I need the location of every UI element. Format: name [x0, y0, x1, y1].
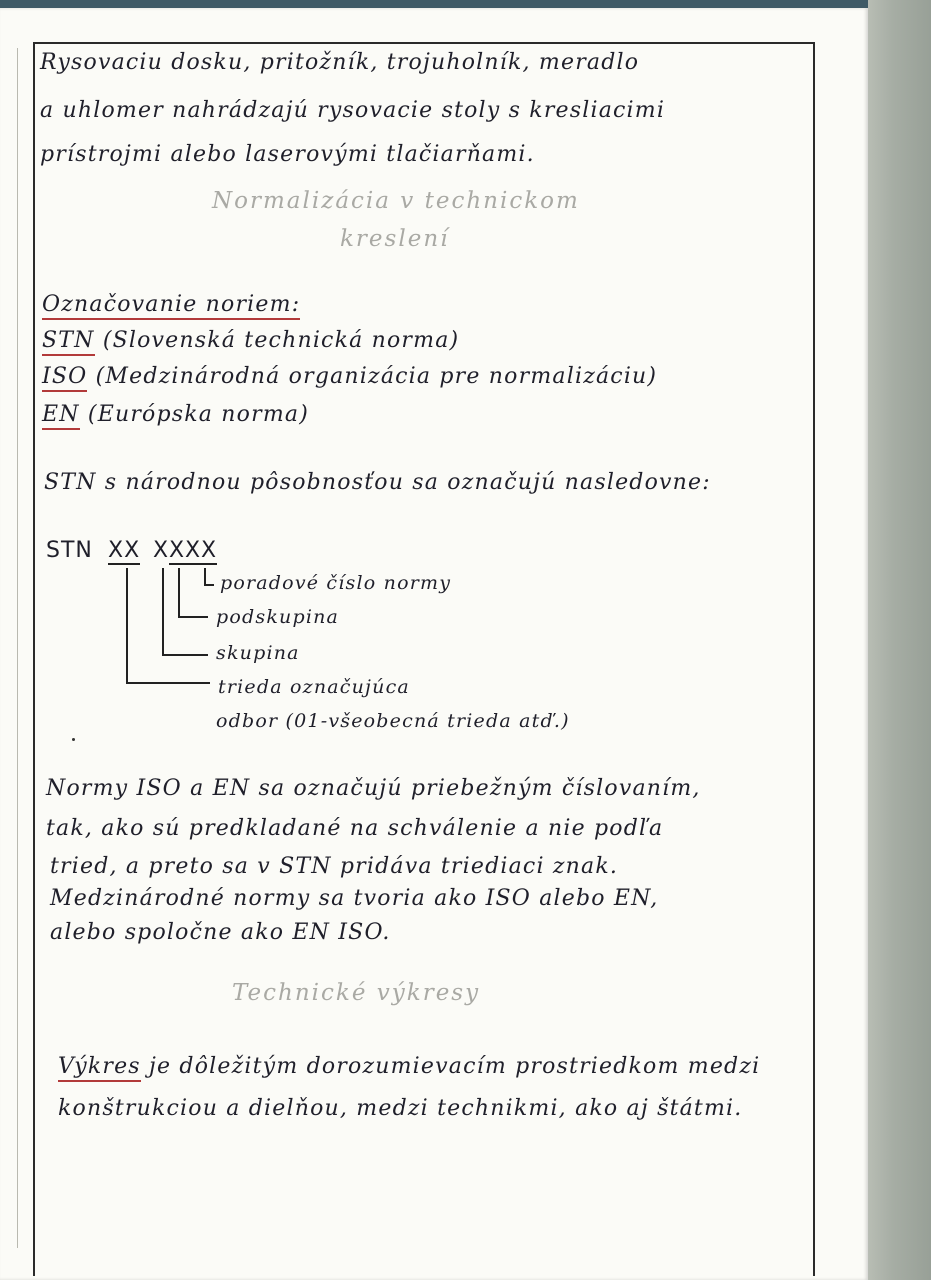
section-heading-drawings: Technické výkresy: [232, 980, 481, 1006]
code-group-class: XX: [108, 538, 141, 563]
tree-line-group-vertical: [162, 568, 164, 656]
tree-line-class-vertical: [126, 568, 128, 684]
stn-intro-line: STN s národnou pôsobnosťou sa označujú nasledovne:: [44, 470, 711, 495]
norm-item-en: [42, 402, 309, 427]
norm-item-stn: [42, 328, 459, 353]
intro-line-1: Rysovaciu dosku, pritožník, trojuholník, meradlo: [40, 50, 640, 75]
section-heading-normalization-2: kreslení: [340, 226, 450, 252]
iso-en-line-4: Medzinárodné normy sa tvoria ako ISO alebo EN,: [50, 886, 659, 911]
drawing-keyword: Výkres: [58, 1054, 141, 1082]
norm-abbr-stn: STN: [42, 328, 95, 356]
norm-text-stn: (Slovenská technická norma): [102, 328, 460, 353]
intro-line-2: a uhlomer nahrádzajú rysovacie stoly s kresliacimi: [40, 98, 666, 123]
tree-line-subgroup-horizontal: [178, 616, 208, 618]
drawing-line-2: konštrukciou a dielňou, medzi technikmi, ako aj štátmi.: [58, 1096, 743, 1121]
ink-speck: [72, 738, 75, 741]
section-heading-normalization: Normalizácia v technickom: [212, 188, 580, 214]
norm-text-en: (Európska norma): [87, 402, 309, 427]
tree-line-serial-horizontal: [204, 584, 214, 586]
code-prefix: STN: [46, 538, 93, 563]
code-digit-serial-2: X: [201, 538, 218, 563]
notebook-page: [0, 8, 868, 1280]
drawing-line-1: [58, 1054, 760, 1079]
label-group: skupina: [216, 642, 300, 664]
iso-en-line-1: Normy ISO a EN sa označujú priebežným číslovaním,: [46, 776, 701, 801]
norms-title: Označovanie noriem:: [42, 292, 300, 320]
tree-line-class-horizontal: [126, 682, 210, 684]
drawing-line-1-rest: je dôležitým dorozumievacím prostriedkom medzi: [149, 1054, 761, 1079]
code-digit-serial-1: X: [185, 538, 202, 563]
label-serial-number: poradové číslo normy: [220, 572, 452, 594]
iso-en-line-5: alebo spoločne ako EN ISO.: [50, 920, 391, 945]
code-digit-subgroup: X: [169, 538, 186, 563]
label-class-1: trieda označujúca: [218, 676, 410, 698]
norm-abbr-en: EN: [42, 402, 80, 430]
scan-background-edge: [868, 0, 931, 1280]
page-margin-line: [17, 48, 18, 1248]
tree-line-subgroup-vertical: [178, 568, 180, 618]
label-subgroup: podskupina: [216, 606, 340, 628]
label-class-2: odbor (01-všeobecná trieda atď.): [216, 710, 570, 732]
tree-line-group-horizontal: [162, 654, 208, 656]
intro-line-3: prístrojmi alebo laserovými tlačiarňami.: [40, 142, 535, 167]
norm-text-iso: (Medzinárodná organizácia pre normalizáciu): [95, 364, 658, 389]
norm-abbr-iso: ISO: [42, 364, 87, 392]
iso-en-line-3: tried, a preto sa v STN pridáva triediaci znak.: [50, 854, 619, 879]
norm-item-iso: [42, 364, 657, 389]
code-digit-group: X: [153, 538, 170, 563]
iso-en-line-2: tak, ako sú predkladané na schválenie a nie podľa: [46, 816, 664, 841]
